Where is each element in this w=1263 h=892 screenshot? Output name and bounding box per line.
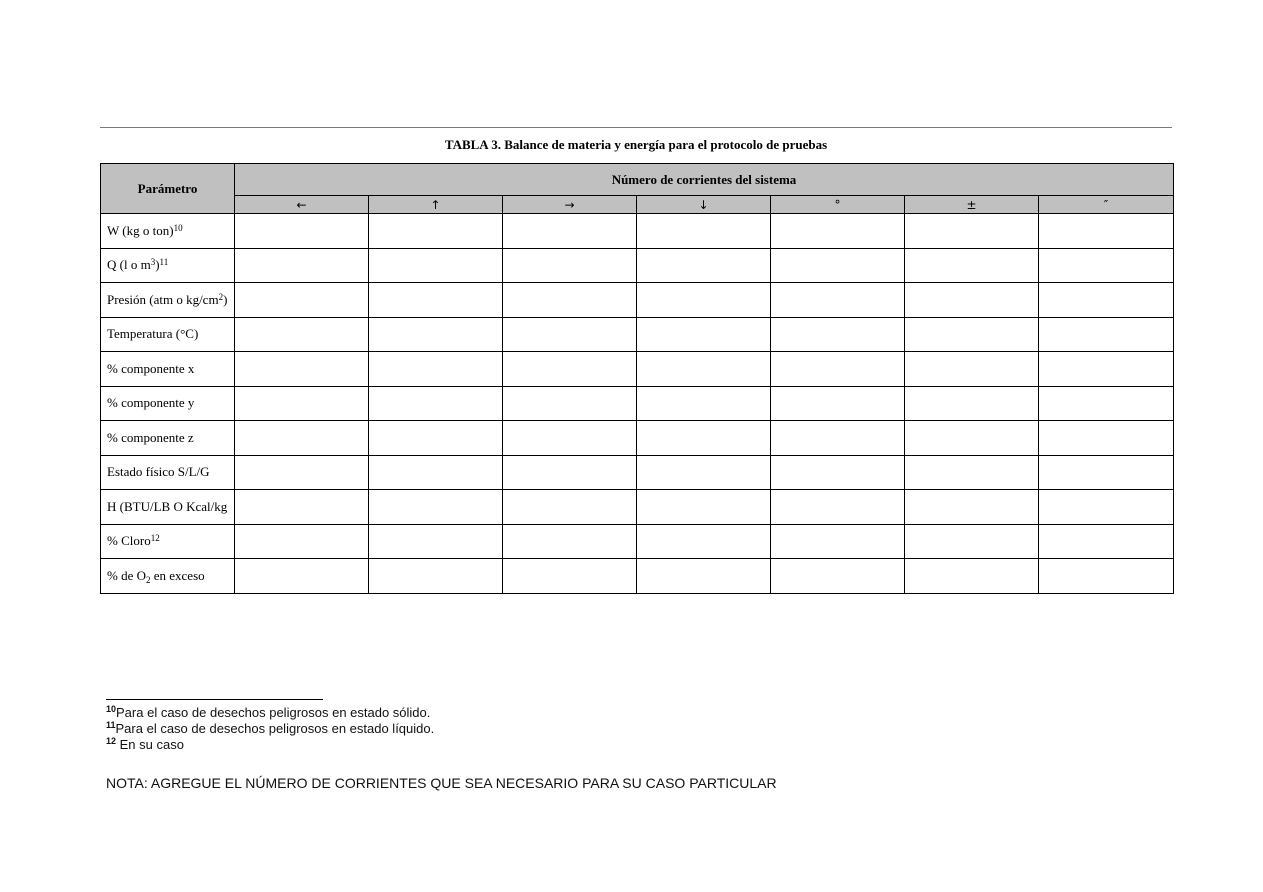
value-cell: [771, 248, 905, 283]
value-cell: [905, 386, 1039, 421]
value-cell: [1039, 214, 1174, 249]
value-cell: [637, 421, 771, 456]
value-cell: [369, 248, 503, 283]
footnote-rule: [106, 699, 323, 700]
parameter-label: % componente y: [107, 395, 195, 411]
parameter-label: Presión (atm o kg/cm: [107, 291, 219, 307]
value-cell: [905, 283, 1039, 318]
table-row: [101, 386, 1174, 421]
value-cell: [1039, 455, 1174, 490]
stream-symbol-header: °: [771, 196, 905, 214]
value-cell: [503, 283, 637, 318]
table-row: [101, 317, 1174, 352]
balance-table: [100, 163, 1174, 594]
table-row: [101, 455, 1174, 490]
footnote-ref: 11: [159, 257, 169, 268]
parameter-label-cont: ): [223, 291, 228, 307]
table-row: [101, 524, 1174, 559]
footnote-text: Para el caso de desechos peligrosos en estado sólido.: [116, 705, 431, 720]
value-cell: [637, 248, 771, 283]
value-cell: [503, 455, 637, 490]
value-cell: [905, 214, 1039, 249]
value-cell: [503, 317, 637, 352]
value-cell: [905, 421, 1039, 456]
unit-exponent: 2: [218, 291, 224, 302]
streams-header: Número de corrientes del sistema: [235, 164, 1174, 196]
value-cell: [369, 317, 503, 352]
footnote: [106, 721, 434, 737]
value-cell: [1039, 386, 1174, 421]
table-row: [101, 490, 1174, 525]
table-row: [101, 248, 1174, 283]
value-cell: [235, 283, 369, 318]
nota-text: NOTA: AGREGUE EL NÚMERO DE CORRIENTES QUE SEA NECESARIO PARA SU CASO PARTICULAR: [106, 775, 777, 791]
value-cell: [905, 352, 1039, 387]
value-cell: [235, 352, 369, 387]
parameter-cell: [101, 248, 235, 283]
value-cell: [637, 524, 771, 559]
footnote-ref: 12: [150, 533, 160, 544]
value-cell: [771, 524, 905, 559]
value-cell: [369, 214, 503, 249]
table-row: [101, 352, 1174, 387]
value-cell: [637, 455, 771, 490]
parameter-label: Temperatura (°C): [107, 326, 199, 342]
parameter-label: Q (l o m: [107, 257, 151, 273]
parameter-label: Estado físico S/L/G: [107, 464, 210, 480]
parameter-label: % de O: [107, 567, 146, 583]
parameter-header: Parámetro: [101, 164, 235, 214]
value-cell: [1039, 421, 1174, 456]
parameter-label-cont: ): [155, 257, 160, 273]
value-cell: [637, 490, 771, 525]
value-cell: [235, 317, 369, 352]
value-cell: [637, 317, 771, 352]
value-cell: [637, 214, 771, 249]
value-cell: [905, 490, 1039, 525]
value-cell: [235, 455, 369, 490]
value-cell: [369, 490, 503, 525]
parameter-label: % componente x: [107, 360, 195, 376]
value-cell: [503, 248, 637, 283]
value-cell: [1039, 352, 1174, 387]
value-cell: [771, 490, 905, 525]
value-cell: [235, 214, 369, 249]
value-cell: [503, 386, 637, 421]
table-row: [101, 214, 1174, 249]
table-row: [101, 421, 1174, 456]
table-title: TABLA 3. Balance de materia y energía para el protocolo de pruebas: [444, 137, 828, 152]
value-cell: [771, 214, 905, 249]
parameter-label-cont: en exceso: [150, 567, 205, 583]
value-cell: [637, 386, 771, 421]
value-cell: [1039, 283, 1174, 318]
value-cell: [905, 524, 1039, 559]
value-cell: [771, 455, 905, 490]
footnote: [106, 737, 434, 753]
stream-symbol-header: ←: [235, 196, 369, 214]
value-cell: [503, 559, 637, 594]
value-cell: [771, 317, 905, 352]
parameter-label: % componente z: [107, 429, 194, 445]
value-cell: [369, 524, 503, 559]
value-cell: [1039, 490, 1174, 525]
value-cell: [771, 386, 905, 421]
subscript: 2: [146, 574, 151, 585]
value-cell: [369, 283, 503, 318]
value-cell: [369, 559, 503, 594]
value-cell: [1039, 559, 1174, 594]
top-rule: [100, 127, 1172, 128]
value-cell: [771, 421, 905, 456]
value-cell: [235, 490, 369, 525]
value-cell: [235, 559, 369, 594]
stream-symbol-header: ″: [1039, 196, 1174, 214]
parameter-label: H (BTU/LB O Kcal/kg: [107, 498, 228, 514]
parameter-cell: [101, 490, 235, 525]
value-cell: [235, 421, 369, 456]
value-cell: [503, 490, 637, 525]
table-row: [101, 283, 1174, 318]
footnote: [106, 705, 434, 721]
parameter-cell: [101, 352, 235, 387]
value-cell: [503, 214, 637, 249]
value-cell: [235, 386, 369, 421]
parameter-cell: [101, 421, 235, 456]
value-cell: [503, 352, 637, 387]
unit-exponent: 3: [150, 257, 156, 268]
value-cell: [905, 317, 1039, 352]
table-row: [101, 559, 1174, 594]
footnotes: [106, 705, 434, 753]
parameter-cell: [101, 317, 235, 352]
parameter-cell: [101, 386, 235, 421]
value-cell: [235, 524, 369, 559]
value-cell: [503, 524, 637, 559]
value-cell: [369, 386, 503, 421]
footnote-text: En su caso: [116, 737, 184, 752]
stream-symbol-header: ±: [905, 196, 1039, 214]
value-cell: [905, 559, 1039, 594]
parameter-label: % Cloro: [107, 533, 151, 549]
value-cell: [1039, 524, 1174, 559]
value-cell: [235, 248, 369, 283]
parameter-cell: [101, 524, 235, 559]
parameter-cell: [101, 455, 235, 490]
footnote-text: Para el caso de desechos peligrosos en estado líquido.: [115, 721, 435, 736]
value-cell: [771, 352, 905, 387]
parameter-cell: [101, 283, 235, 318]
value-cell: [369, 421, 503, 456]
parameter-cell: [101, 559, 235, 594]
parameter-cell: [101, 214, 235, 249]
value-cell: [1039, 248, 1174, 283]
value-cell: [637, 559, 771, 594]
footnote-number: 11: [106, 720, 116, 730]
value-cell: [637, 283, 771, 318]
footnote-number: 12: [106, 736, 117, 746]
stream-symbol-header: ↑: [369, 196, 503, 214]
value-cell: [905, 248, 1039, 283]
value-cell: [503, 421, 637, 456]
value-cell: [771, 559, 905, 594]
footnote-ref: 10: [173, 222, 183, 233]
stream-symbol-header: ↓: [637, 196, 771, 214]
footnote-number: 10: [106, 704, 117, 714]
value-cell: [369, 455, 503, 490]
parameter-label: W (kg o ton): [107, 222, 174, 238]
value-cell: [637, 352, 771, 387]
value-cell: [905, 455, 1039, 490]
stream-symbol-header: →: [503, 196, 637, 214]
value-cell: [1039, 317, 1174, 352]
value-cell: [369, 352, 503, 387]
value-cell: [771, 283, 905, 318]
